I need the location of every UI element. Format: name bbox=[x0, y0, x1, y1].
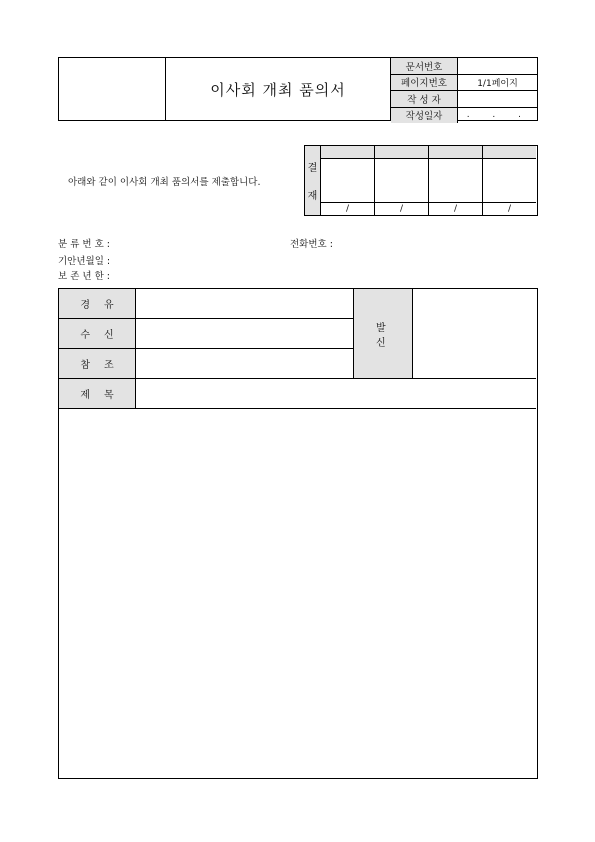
meta-label: 문서번호 bbox=[391, 58, 458, 74]
meta-label: 작 성 자 bbox=[391, 91, 458, 107]
approval-column bbox=[429, 146, 483, 215]
via-field[interactable] bbox=[136, 289, 354, 319]
recipient-label: 수신 bbox=[59, 319, 136, 349]
approver-title-cell[interactable] bbox=[321, 146, 374, 159]
meta-row-page-number bbox=[391, 75, 537, 92]
recipient-field[interactable] bbox=[136, 319, 354, 349]
approver-title-cell[interactable] bbox=[429, 146, 482, 159]
via-label: 경유 bbox=[59, 289, 136, 319]
approval-label-top: 결 bbox=[307, 162, 318, 174]
subject-field[interactable] bbox=[136, 379, 536, 409]
approval-date[interactable]: / bbox=[507, 204, 512, 214]
sender-label: 발신 bbox=[354, 289, 413, 379]
author-field[interactable] bbox=[458, 91, 537, 107]
date-field[interactable]: . . . bbox=[466, 110, 531, 121]
approval-column bbox=[375, 146, 429, 215]
doc-number-field[interactable] bbox=[458, 58, 537, 74]
approver-title-cell[interactable] bbox=[483, 146, 536, 159]
meta-row-author bbox=[391, 91, 537, 108]
meta-label: 페이지번호 bbox=[391, 75, 458, 91]
title-cell bbox=[166, 58, 391, 120]
page-number-value: 1/1페이지 bbox=[477, 78, 518, 89]
approval-label-bottom: 재 bbox=[307, 191, 318, 203]
meta-label: 작성일자 bbox=[391, 108, 458, 124]
reference-label: 참조 bbox=[59, 349, 136, 379]
reference-field[interactable] bbox=[136, 349, 354, 379]
approval-column bbox=[321, 146, 375, 215]
main-form bbox=[58, 288, 538, 779]
intro-text: 아래와 같이 이사회 개최 품의서를 제출합니다. bbox=[68, 177, 261, 188]
telephone-label: 전화번호 : bbox=[290, 239, 333, 250]
approver-title-cell[interactable] bbox=[375, 146, 428, 159]
approval-table bbox=[304, 145, 538, 216]
document-title: 이사회 개최 품의서 bbox=[210, 80, 346, 99]
signature-cell[interactable] bbox=[375, 159, 428, 203]
signature-cell[interactable] bbox=[321, 159, 374, 203]
subject-label: 제목 bbox=[59, 379, 136, 409]
sender-field[interactable] bbox=[413, 289, 536, 379]
approval-label bbox=[305, 146, 321, 215]
draft-date-label: 기안년월일 : bbox=[58, 256, 111, 267]
approval-grid bbox=[321, 146, 536, 215]
body-text-area[interactable] bbox=[59, 409, 536, 777]
signature-cell[interactable] bbox=[483, 159, 536, 203]
meta-row-doc-number bbox=[391, 58, 537, 75]
signature-cell[interactable] bbox=[429, 159, 482, 203]
meta-row-date bbox=[391, 108, 537, 124]
document-header bbox=[58, 57, 538, 121]
classification-number-label: 분 류 번 호 : bbox=[58, 239, 110, 250]
approval-date[interactable]: / bbox=[345, 204, 350, 214]
approval-column bbox=[483, 146, 536, 215]
retention-period-label: 보 존 년 한 : bbox=[58, 271, 110, 282]
document-meta-table bbox=[391, 58, 537, 123]
approval-date[interactable]: / bbox=[399, 204, 404, 214]
header-blank-cell bbox=[59, 58, 166, 120]
approval-date[interactable]: / bbox=[453, 204, 458, 214]
